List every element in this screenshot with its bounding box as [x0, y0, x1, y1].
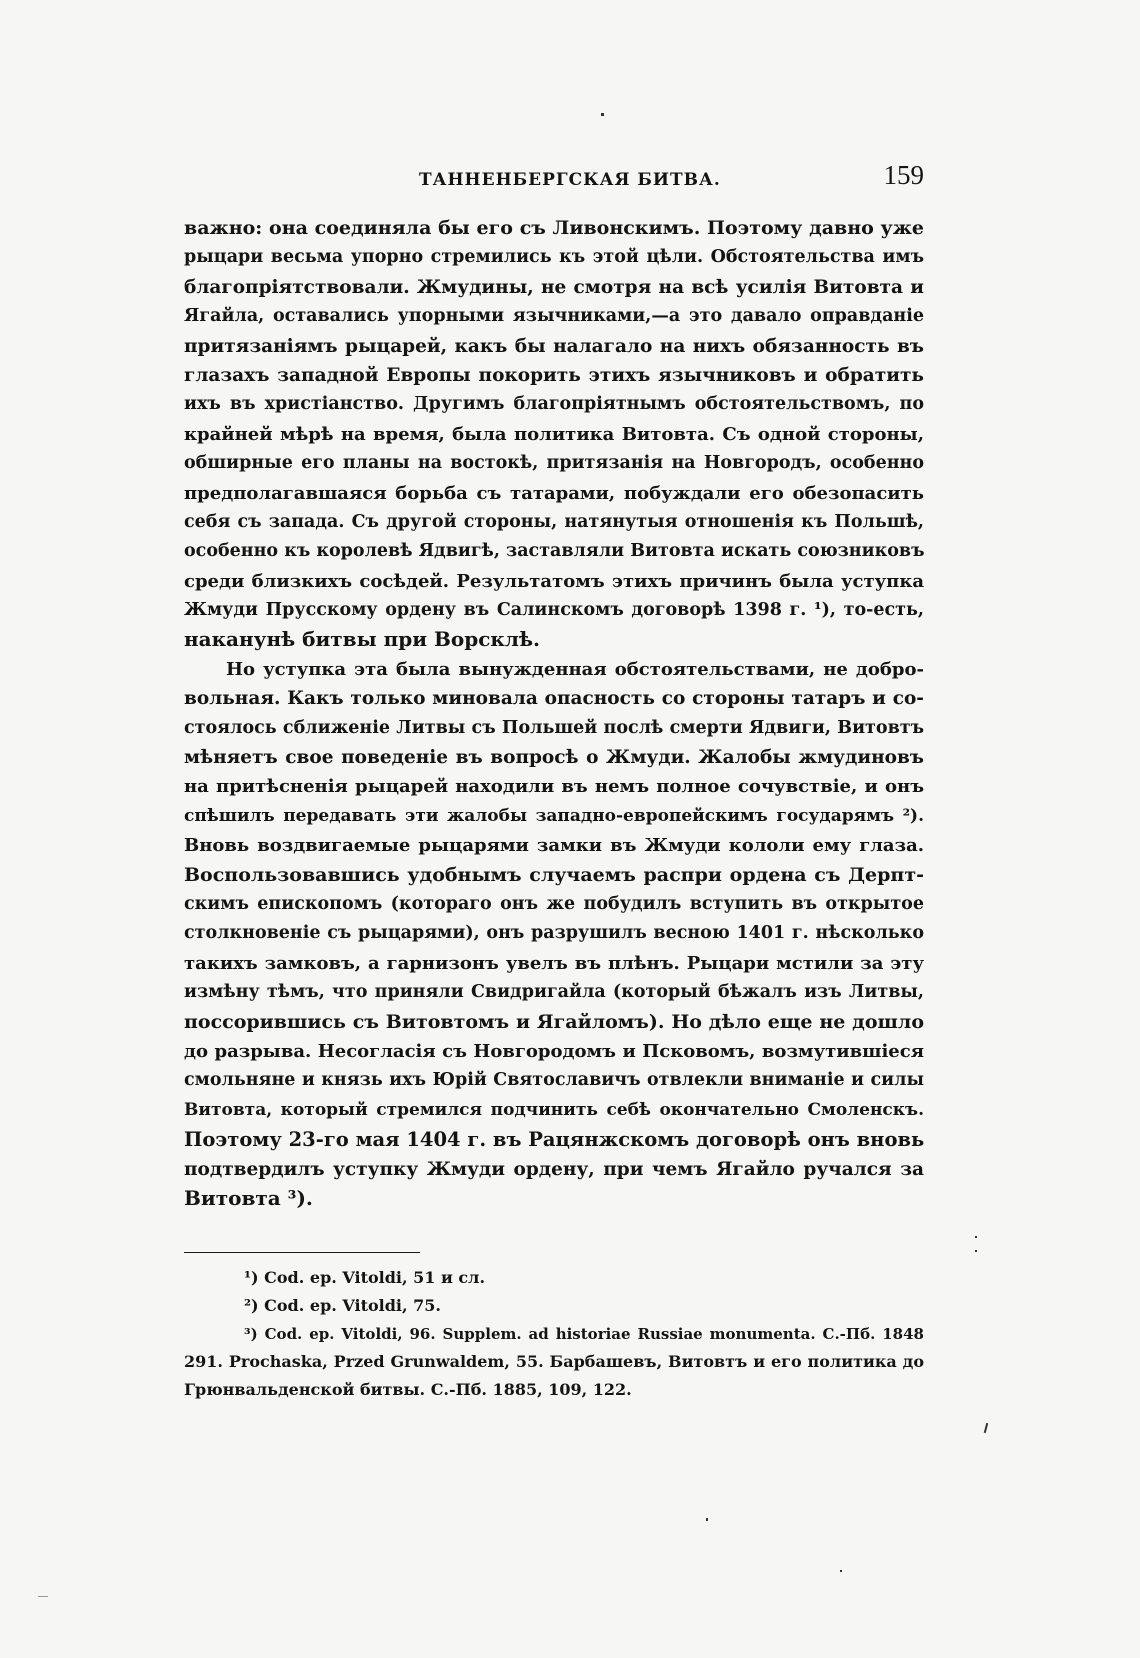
page-number: 159 [883, 160, 924, 190]
text-line: среди близкихъ сосѣдей. Результатомъ этихъ причинъ была уступка [184, 570, 924, 592]
scan-speck [38, 1596, 48, 1597]
text-line: стоялось сближеніе Литвы съ Польшей послѣ смерти Ядвиги, Витовтъ [184, 717, 924, 738]
text-line: подтвердилъ уступку Жмуди ордену, при чемъ Ягайло ручался за [184, 1158, 924, 1180]
footnote: ¹) Cod. ep. Vitoldi, 51 и сл. [244, 1268, 486, 1287]
text-line: благопріятствовали. Жмудины, не смотря на всѣ усилія Витовта и [184, 276, 924, 298]
text-line: крайней мѣрѣ на время, была политика Витовта. Съ одной стороны, [184, 423, 924, 445]
text-line: особенно къ королевѣ Ядвигѣ, заставляли Витовта искать союзниковъ [184, 541, 925, 562]
text-line: Жмуди Прусскому ордену въ Салинскомъ договорѣ 1398 г. ¹), то-есть, [184, 600, 924, 621]
text-line: Витовта, который стремился подчинить себѣ окончательно Смоленскъ. [184, 1099, 924, 1120]
text-line: Ягайла, оставались упорными язычниками,—а это давало оправданіе [184, 306, 924, 327]
text-line: смольняне и князь ихъ Юрій Святославичъ отвлекли вниманіе и силы [184, 1070, 924, 1091]
text-line: глазахъ западной Европы покорить этихъ язычниковъ и обратить [184, 364, 924, 386]
text-line: измѣну тѣмъ, что приняли Свидригайла (который бѣжалъ изъ Литвы, [184, 982, 924, 1003]
text-line: столкновеніе съ рыцарями), онъ разрушилъ весною 1401 г. нѣсколько [184, 923, 924, 944]
text-line: Витовта ³). [184, 1185, 313, 1210]
scan-speck [840, 1570, 842, 1572]
text-line: рыцари весьма упорно стремились къ этой цѣли. Обстоятельства имъ [184, 247, 924, 268]
text-line: предполагавшаяся борьба съ татарами, побуждали его обезопасить [184, 482, 924, 504]
scan-speck [706, 1518, 708, 1521]
footnote: ³) Cod. ep. Vitoldi, 96. Supplem. ad historiae Russiae monumenta. С.-Пб. 1848 [244, 1325, 924, 1343]
text-line: скимъ епископомъ (котораго онъ же побудилъ вступить въ открытое [184, 893, 924, 914]
text-line: наканунѣ битвы при Ворсклѣ. [184, 627, 540, 652]
running-title: ТАННЕНБЕРГСКАЯ БИТВА. [419, 170, 721, 190]
scan-speck [601, 113, 604, 116]
text-line: Поэтому 23-го мая 1404 г. въ Рацянжскомъ договорѣ онъ вновь [184, 1128, 925, 1152]
text-line: такихъ замковъ, а гарнизонъ увелъ въ плѣнъ. Рыцари мстили за эту [184, 952, 924, 974]
text-line: себя съ запада. Съ другой стороны, натянутыя отношенія къ Польшѣ, [184, 511, 924, 532]
text-line: вольная. Какъ только миновала опасность со стороны татаръ и со- [184, 688, 924, 710]
footnotes [184, 1264, 924, 1404]
text-line: мѣняетъ свое поведеніе въ вопросѣ о Жмуди. Жалобы жмудиновъ [184, 747, 924, 769]
text-line: Но уступка эта была вынужденная обстоятельствами, не добро- [226, 658, 924, 680]
scan-speck [975, 1250, 977, 1252]
text-line: поссорившись съ Витовтомъ и Ягайломъ). Но дѣло еще не дошло [184, 1010, 924, 1033]
footnote-rule [184, 1252, 420, 1253]
scan-speck [984, 1423, 989, 1433]
text-line: спѣшилъ передавать эти жалобы западно-европейскимъ государямъ ²). [184, 805, 924, 826]
text-line: ихъ въ христіанство. Другимъ благопріятнымъ обстоятельствомъ, по [184, 394, 924, 415]
running-header [184, 158, 924, 198]
text-line: важно: она соединяла бы его съ Ливонскимъ. Поэтому давно уже [184, 217, 924, 239]
footnote: ²) Cod. ep. Vitoldi, 75. [244, 1296, 441, 1315]
text-line: Вновь воздвигаемые рыцарями замки въ Жмуди кололи ему глаза. [184, 835, 924, 857]
footnote-continuation: 291. Prochaska, Przed Grunwaldem, 55. Барбашевъ, Витовтъ и его политика до [184, 1352, 924, 1371]
footnote-continuation: Грюнвальденской битвы. С.-Пб. 1885, 109, 122. [184, 1380, 632, 1399]
main-text [184, 214, 924, 1213]
text-line: притязаніямъ рыцарей, какъ бы налагало на нихъ обязанность въ [184, 335, 924, 357]
text-line: на притѣсненія рыцарей находили въ немъ полное сочувствіе, и онъ [184, 776, 924, 798]
text-line: обширные его планы на востокѣ, притязанія на Новгородъ, особенно [184, 453, 924, 474]
text-line: до разрыва. Несогласія съ Новгородомъ и Псковомъ, возмутившіеся [184, 1040, 924, 1062]
scan-speck [975, 1236, 977, 1238]
text-line: Воспользовавшись удобнымъ случаемъ распри ордена съ Дерпт- [184, 863, 924, 886]
